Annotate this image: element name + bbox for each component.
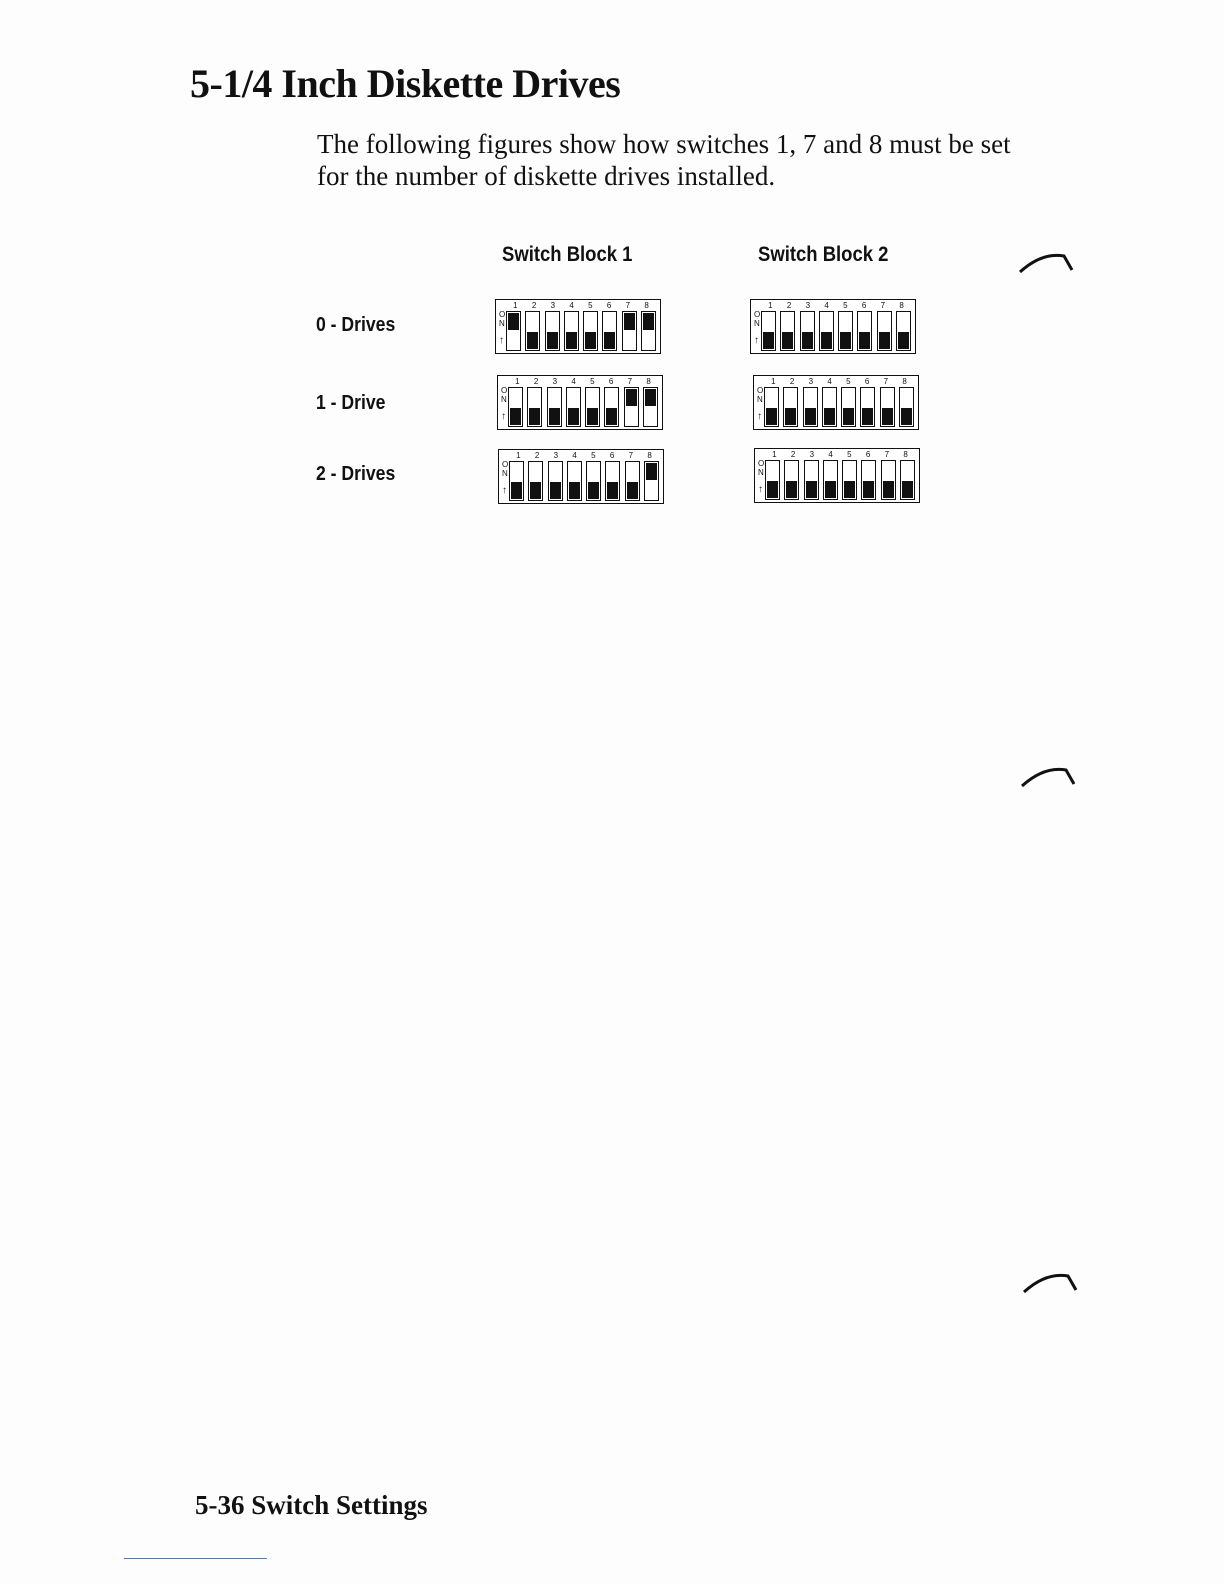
switch-number-label: 2	[531, 301, 537, 310]
dip-switch-knob	[902, 481, 913, 498]
dip-switch-6	[605, 461, 620, 501]
dip-switch-knob	[510, 408, 521, 425]
dip-switch-4	[822, 387, 837, 427]
switch-number-label: 7	[883, 377, 889, 386]
switch-number-label: 6	[606, 301, 612, 310]
up-arrow-icon: ↑	[757, 411, 762, 422]
dip-switch-5	[842, 460, 857, 500]
row-label-1-drive: 1 - Drive	[316, 392, 386, 414]
dip-switch-1	[509, 461, 524, 501]
dip-switch-7	[877, 311, 892, 351]
switch-number-label: 8	[903, 450, 908, 459]
dip-switch-2	[780, 311, 795, 351]
dip-switch-knob	[898, 332, 909, 349]
dip-switch-knob	[530, 482, 541, 499]
dip-switch-knob	[626, 389, 637, 406]
on-label: O N	[757, 386, 764, 404]
dip-switch-knob	[566, 332, 577, 349]
switch-number-label: 5	[588, 301, 593, 310]
dip-switch-7	[622, 311, 637, 351]
dip-switch-1	[765, 460, 780, 500]
dip-switch-knob	[824, 408, 835, 425]
dip-switch-knob	[529, 408, 540, 425]
switch-number-label: 7	[628, 451, 634, 460]
dip-switch-2	[783, 387, 798, 427]
switch-number-label: 8	[644, 301, 649, 310]
dip-switch-5	[585, 387, 600, 427]
switch-slots	[509, 461, 659, 501]
dip-switch-6	[602, 311, 617, 351]
dip-switch-7	[624, 387, 639, 427]
on-label: O N	[499, 310, 506, 328]
dip-switch-1	[506, 311, 521, 351]
dip-switch-6	[860, 387, 875, 427]
dip-switch-knob	[767, 481, 778, 498]
switch-number-label: 3	[552, 377, 558, 386]
dip-switch-knob	[550, 482, 561, 499]
dip-switch-knob	[606, 408, 617, 425]
on-label: O N	[501, 386, 508, 404]
dip-switch-2	[528, 461, 543, 501]
switch-number-label: 6	[864, 377, 870, 386]
dip-switch-4	[819, 311, 834, 351]
dip-switch-6	[857, 311, 872, 351]
dip-switch-8	[643, 387, 658, 427]
dip-switch-8	[896, 311, 911, 351]
page-footer: 5-36 Switch Settings	[195, 1490, 428, 1520]
dip-switch-knob	[508, 313, 519, 330]
switch-number-label: 5	[591, 451, 596, 460]
dip-switch-3	[800, 311, 815, 351]
switch-number-label: 4	[828, 450, 833, 459]
dip-switch-5	[586, 461, 601, 501]
switch-number-label: 4	[572, 451, 577, 460]
switch-block-2-0-drives	[750, 299, 916, 354]
dip-switch-3	[548, 461, 563, 501]
dip-switch-8	[644, 461, 659, 501]
page-tab-mark-top	[1018, 250, 1074, 274]
switch-number-label: 2	[533, 377, 539, 386]
dip-switch-8	[899, 387, 914, 427]
dip-switch-8	[900, 460, 915, 500]
dip-switch-knob	[840, 332, 851, 349]
switch-numbers	[506, 302, 656, 310]
switch-number-label: 8	[899, 301, 904, 310]
switch-number-label: 8	[902, 377, 907, 386]
dip-switch-knob	[585, 332, 596, 349]
switch-number-label: 3	[550, 301, 556, 310]
switch-number-label: 3	[553, 451, 559, 460]
switch-block-1-1-drive	[497, 375, 663, 430]
dip-switch-2	[525, 311, 540, 351]
switch-block-2-2-drives	[754, 448, 920, 503]
up-arrow-icon: ↑	[758, 484, 763, 495]
switch-number-label: 1	[768, 301, 773, 310]
dip-switch-5	[583, 311, 598, 351]
dip-switch-knob	[844, 481, 855, 498]
switch-number-label: 7	[880, 301, 886, 310]
column-header-switch-block-2: Switch Block 2	[758, 243, 889, 266]
dip-switch-knob	[549, 408, 560, 425]
dip-switch-3	[804, 460, 819, 500]
dip-switch-3	[803, 387, 818, 427]
dip-switch-1	[764, 387, 779, 427]
switch-number-label: 7	[884, 450, 890, 459]
dip-switch-knob	[785, 408, 796, 425]
dip-switch-knob	[646, 463, 657, 480]
switch-numbers	[764, 378, 914, 386]
dip-switch-6	[861, 460, 876, 500]
dip-switch-2	[784, 460, 799, 500]
switch-number-label: 3	[805, 301, 811, 310]
switch-number-label: 2	[790, 450, 796, 459]
switch-slots	[506, 311, 656, 351]
switch-number-label: 5	[847, 450, 852, 459]
dip-switch-knob	[766, 408, 777, 425]
on-label: O N	[754, 310, 761, 328]
dip-switch-knob	[821, 332, 832, 349]
switch-number-label: 4	[827, 377, 832, 386]
dip-switch-1	[761, 311, 776, 351]
up-arrow-icon: ↑	[502, 485, 507, 496]
dip-switch-knob	[547, 332, 558, 349]
dip-switch-knob	[901, 408, 912, 425]
dip-switch-8	[641, 311, 656, 351]
row-label-2-drives: 2 - Drives	[316, 463, 396, 485]
switch-slots	[508, 387, 658, 427]
switch-number-label: 1	[771, 377, 776, 386]
switch-number-label: 8	[647, 451, 652, 460]
switch-numbers	[765, 451, 915, 459]
dip-switch-7	[881, 460, 896, 500]
up-arrow-icon: ↑	[754, 335, 759, 346]
switch-number-label: 5	[843, 301, 848, 310]
dip-switch-7	[880, 387, 895, 427]
page-tab-mark-middle	[1020, 764, 1076, 788]
dip-switch-3	[545, 311, 560, 351]
dip-switch-knob	[883, 481, 894, 498]
dip-switch-knob	[607, 482, 618, 499]
dip-switch-knob	[568, 408, 579, 425]
dip-switch-knob	[805, 408, 816, 425]
row-label-0-drives: 0 - Drives	[316, 314, 396, 336]
dip-switch-knob	[511, 482, 522, 499]
dip-switch-knob	[825, 481, 836, 498]
on-label: O N	[502, 460, 509, 478]
dip-switch-knob	[587, 408, 598, 425]
dip-switch-knob	[604, 332, 615, 349]
dip-switch-knob	[806, 481, 817, 498]
switch-slots	[765, 460, 915, 500]
switch-number-label: 4	[571, 377, 576, 386]
dip-switch-knob	[859, 332, 870, 349]
dip-switch-knob	[786, 481, 797, 498]
switch-number-label: 6	[609, 451, 615, 460]
switch-number-label: 1	[513, 301, 518, 310]
dip-switch-4	[567, 461, 582, 501]
switch-number-label: 6	[865, 450, 871, 459]
switch-numbers	[508, 378, 658, 386]
switch-block-1-0-drives	[495, 299, 661, 354]
dip-switch-knob	[843, 408, 854, 425]
switch-numbers	[509, 452, 659, 460]
switch-block-1-2-drives	[498, 449, 664, 504]
switch-number-label: 3	[809, 450, 815, 459]
dip-switch-knob	[643, 313, 654, 330]
switch-number-label: 2	[789, 377, 795, 386]
switch-number-label: 1	[772, 450, 777, 459]
dip-switch-knob	[624, 313, 635, 330]
dip-switch-6	[604, 387, 619, 427]
dip-switch-knob	[863, 481, 874, 498]
column-header-switch-block-1: Switch Block 1	[502, 243, 633, 266]
switch-number-label: 4	[569, 301, 574, 310]
dip-switch-knob	[569, 482, 580, 499]
switch-number-label: 8	[646, 377, 651, 386]
dip-switch-knob	[645, 389, 656, 406]
page-tab-mark-bottom	[1022, 1270, 1078, 1294]
dip-switch-knob	[627, 482, 638, 499]
dip-switch-knob	[862, 408, 873, 425]
dip-switch-1	[508, 387, 523, 427]
switch-number-label: 6	[861, 301, 867, 310]
scan-edge-line	[124, 1558, 267, 1559]
dip-switch-knob	[879, 332, 890, 349]
switch-slots	[764, 387, 914, 427]
dip-switch-4	[823, 460, 838, 500]
dip-switch-knob	[763, 332, 774, 349]
switch-number-label: 1	[515, 377, 520, 386]
dip-switch-knob	[527, 332, 538, 349]
page-title: 5-1/4 Inch Diskette Drives	[190, 61, 621, 106]
switch-number-label: 2	[786, 301, 792, 310]
switch-numbers	[761, 302, 911, 310]
switch-number-label: 5	[590, 377, 595, 386]
dip-switch-7	[625, 461, 640, 501]
switch-number-label: 7	[627, 377, 633, 386]
switch-number-label: 7	[625, 301, 631, 310]
dip-switch-4	[566, 387, 581, 427]
dip-switch-5	[841, 387, 856, 427]
dip-switch-knob	[802, 332, 813, 349]
up-arrow-icon: ↑	[499, 335, 504, 346]
switch-number-label: 1	[516, 451, 521, 460]
on-label: O N	[758, 459, 765, 477]
dip-switch-knob	[882, 408, 893, 425]
intro-paragraph: The following figures show how switches 1, 7 and 8 must be set for the number of diskette drives installed.	[317, 129, 1011, 191]
switch-slots	[761, 311, 911, 351]
up-arrow-icon: ↑	[501, 411, 506, 422]
dip-switch-knob	[782, 332, 793, 349]
switch-block-2-1-drive	[753, 375, 919, 430]
switch-number-label: 2	[534, 451, 540, 460]
dip-switch-2	[527, 387, 542, 427]
dip-switch-knob	[588, 482, 599, 499]
dip-switch-3	[547, 387, 562, 427]
switch-number-label: 3	[808, 377, 814, 386]
switch-number-label: 4	[824, 301, 829, 310]
switch-number-label: 6	[608, 377, 614, 386]
switch-number-label: 5	[846, 377, 851, 386]
dip-switch-4	[564, 311, 579, 351]
dip-switch-5	[838, 311, 853, 351]
